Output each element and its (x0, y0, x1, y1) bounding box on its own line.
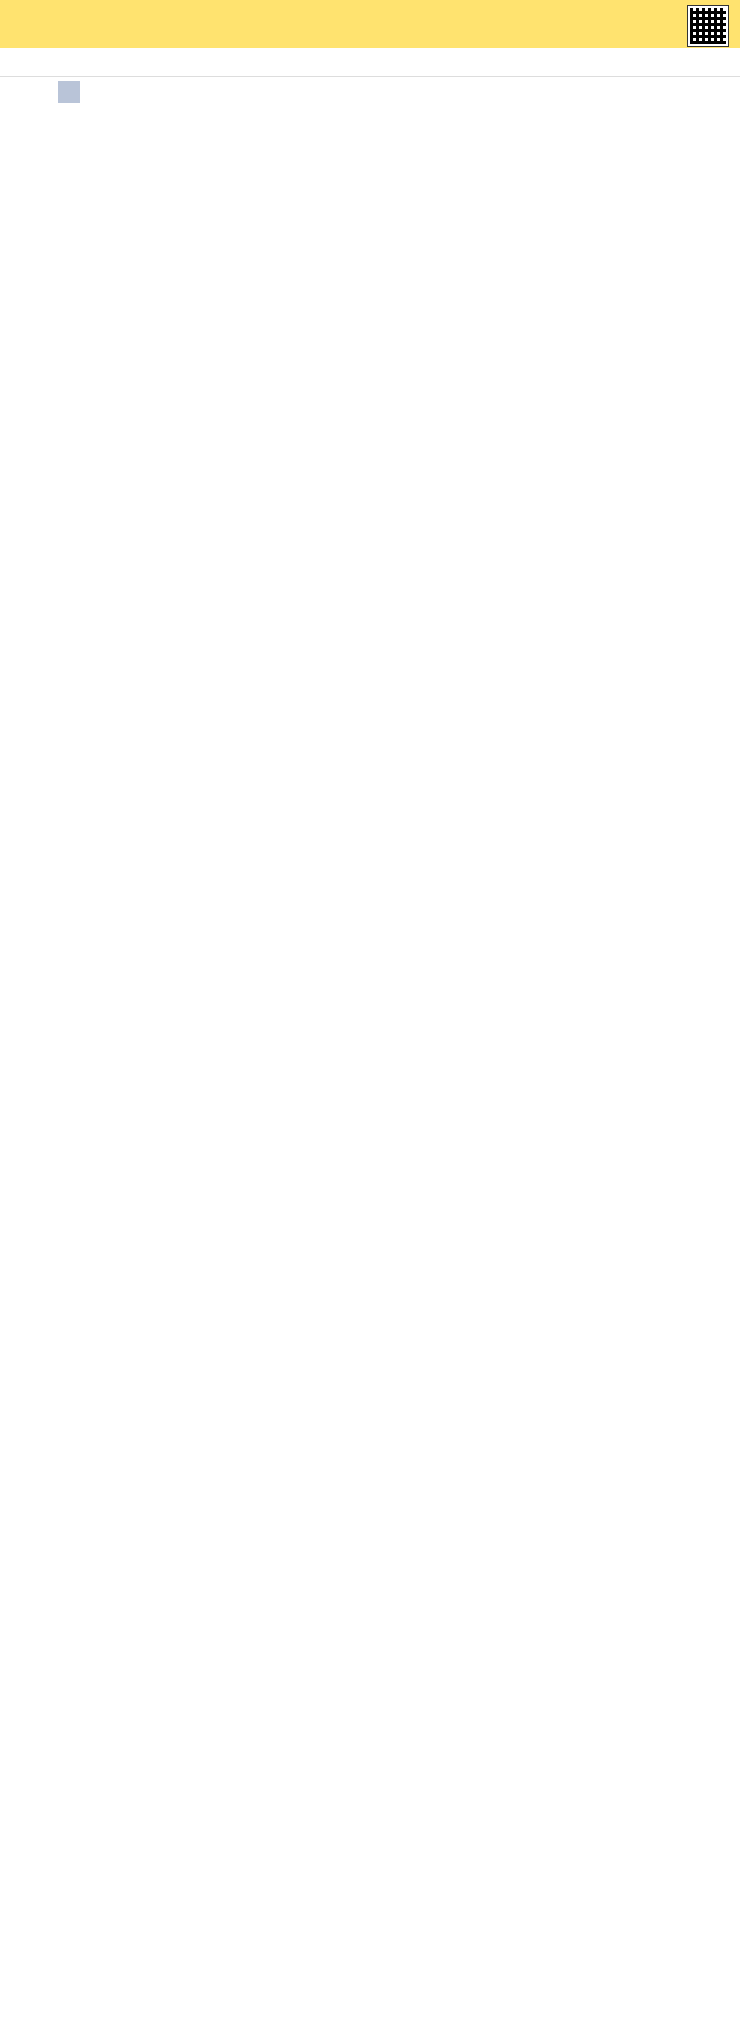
legend-sold-swatch (58, 81, 80, 103)
qr-code-icon (688, 6, 728, 46)
header-bar (0, 0, 740, 48)
subtitle (0, 48, 740, 77)
legend (0, 77, 740, 109)
